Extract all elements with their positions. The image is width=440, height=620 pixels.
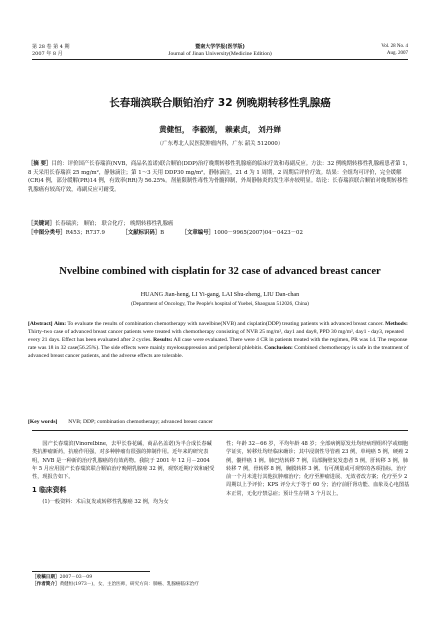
intro-paragraph: 国产长春瑞滨(Vinorelbine，去甲长春花碱，商品名盖诺)为半合成长春碱类抗肿瘤新药，抗癌作用强，对多种肿瘤有很强的抑制作用。近年来的研究表明，NVB 是一种新的治疗乳腺癌的有效药物。我院于 2001 年 12 月－2004 年 5 月应用国产长春瑞滨联合顺铂治疗晚期乳腺癌 32 例，观察近期疗效和耐受性，现报告如下。: [32, 441, 215, 481]
journal-name: [120, 44, 320, 57]
clc-label: ［中图分类号］: [28, 230, 66, 236]
abstract-rule: [32, 430, 408, 431]
methods-text: Thirty-two case of advanced breast cancer patients were treated with chemotherapy consisting of NVB 25 mg/m², day1 and day8, PPD 30 mg/m², day1 - day3, repeated every 21 days. Effect has been evaluated after 2 cycles.: [28, 329, 404, 343]
abstract-zh-label: ［摘 要］: [28, 161, 52, 167]
authors-en: HUANG Jian-heng, LI Yi-gang, LAI Shu-zheng, LIU Dan-chan: [140, 291, 300, 298]
keywords-en-text: NVB; DDP; combination chemotherapy; advanced breast cancer: [68, 419, 213, 425]
abstract-zh-text: 目的：评价国产长春瑞滨(NVB，商品名盖诺)联合顺铂(DDP)治疗晚期转移性乳腺癌的临床疗效和毒副反应。方法：32 例晚期转移性乳腺癌患者第 1，8 天采用长春瑞滨 25 mg/m²，静脉滴注；第 1～3 天用 DDP30 mg/m²，静脉滴注，21 d 为 1 周期，2 周期后评价疗效。结果：全组均可评价，完全缓解(CR)4 例，部分缓解(PR)14 例，有效率(RR)为 56.25%。剂量限制性毒性为骨髓抑制，外周静脉炎的发生率亦较明显。结论：长春瑞滨联合顺铂对晚期转移性乳腺癌有较高疗效，毒副反应可耐受。: [28, 161, 412, 193]
results-text: All case were evaluated. There were 4 CR in patients treated with the regimen, PR was 14. The response rate was 18 in 32 case(56.25%). The side effects were mainly myelosuppression and peripheral phlebitis.: [28, 337, 408, 351]
date-zh: 2007 年 8 月: [32, 50, 63, 57]
results-label: Results:: [153, 337, 173, 343]
author-bio: 黄健恒(1973－)，女，主治医师，研究方向：肺癌、乳腺癌临床治疗: [59, 581, 199, 587]
authors-zh: 黄健恒， 李毅刚， 赖素贞， 刘丹婵: [159, 125, 281, 134]
conclusion-text: Combined chemotherapy is safe in the treatment of advanced breast cancer patients, and the adverse effects are tolerable.: [28, 345, 409, 359]
article-number-value: 1000－9965(2007)04－0423－02: [213, 230, 303, 236]
affiliation-en: (Department of Oncology, The People's hospital of Yuebei, Shaoguan 512026, China): [131, 301, 309, 307]
volume-issue-en: Vol. 28 No. 4: [381, 44, 408, 49]
keywords-zh-label: ［关键词］: [28, 221, 55, 227]
clc-value: R453；R737.9: [65, 230, 105, 236]
journal-volume-right: [340, 44, 408, 57]
volume-issue-zh: 第 28 卷 第 4 期: [32, 44, 70, 50]
keywords-zh: [28, 220, 412, 229]
article-title-zh: 长春瑞滨联合顺铂治疗 32 例晚期转移性乳腺癌: [109, 97, 331, 109]
footnote: [32, 575, 216, 588]
header-rule: [32, 59, 408, 60]
footnote-rule: [32, 571, 150, 572]
keywords-en: [28, 418, 412, 426]
aim-label: Aim:: [53, 321, 67, 327]
doc-code-value: B: [160, 230, 165, 236]
doc-code-label: ［文献标识码］: [122, 230, 161, 236]
author-bio-label: ［作者简介］: [32, 581, 60, 587]
date-en: Aug. 2007: [386, 50, 408, 56]
abstract-zh: [28, 160, 412, 194]
article-title-en: Nvelbine combined with cisplatin for 32 case of advanced breast cancer: [59, 266, 381, 277]
body-column-right: [226, 440, 410, 498]
methods-label: Methods:: [385, 321, 408, 327]
received-label: ［收稿日期］: [32, 575, 60, 580]
keywords-en-label: [Key words]: [28, 419, 58, 425]
body-column-left: [32, 440, 216, 506]
general-data-paragraph: (1)一般资料：术后复发或转移性乳腺癌 32 例，均为女: [42, 498, 169, 505]
keywords-zh-text: 长春瑞滨； 顺铂； 联合化疗； 晚期转移性乳腺癌: [54, 221, 174, 227]
received-date: 2007－03－09: [59, 575, 93, 580]
patient-data-paragraph: 性；年龄 32－66 岁，平均年龄 48 岁；全部病例原发灶均经病理组织学或细胞学证实，转移灶均经临床确诊；其中浸润性导管癌 23 例，单纯癌 5 例，硬癌 2 例，髓样癌 1 例。肺巴结转移 7 例，局部胸壁复发患者 5 例，肝转移 3 例，肺转移 7 例，骨转移 8 例，胸膜转移 3 例。有可测量或可观察的各项指标，治疗前一个月未进行其他抗肿瘤治疗；化疗至肿瘤进展、无效者改方案；化疗至少 2 周期以上予评价；KPS 评分大于等于 60 分；治疗前肝肾功能、血象及心电图基本正常，无化疗禁忌症；预计生存期 3 个月以上。: [226, 441, 410, 497]
aim-text: To evaluate the results of combination chemotherapy with navelbine(NVB) and cisplatin(DDP) treating patients with advanced breast cancer.: [67, 321, 384, 327]
conclusion-label: Conclusion:: [264, 345, 293, 351]
affiliation-zh: （广东粤北人民医院肿瘤内科，广东 韶关 512000）: [156, 141, 284, 147]
journal-name-zh: 暨南大学学报(医学版): [195, 44, 245, 50]
abstract-en: [28, 320, 412, 360]
journal-volume-left: [32, 44, 70, 57]
abstract-en-label: [Abstract]: [28, 321, 53, 327]
classification-zh: [28, 229, 412, 238]
article-number-label: ［文章编号］: [181, 230, 214, 236]
section-heading: 1 临床资料: [32, 486, 67, 495]
journal-name-en: Journal of Jinan University(Medicine Edition): [168, 50, 272, 57]
